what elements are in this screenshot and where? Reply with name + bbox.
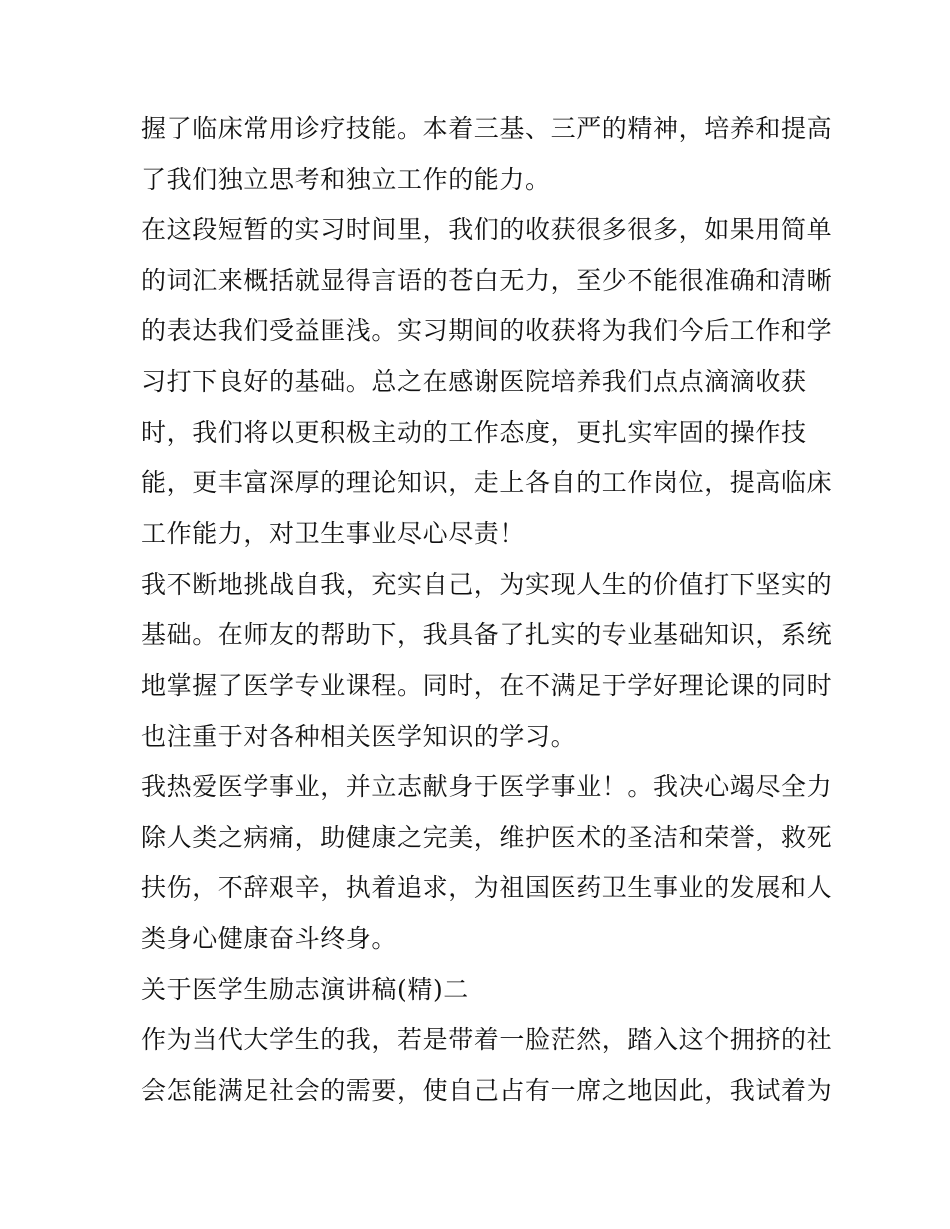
text-line: 的词汇来概括就显得言语的苍白无力，至少不能很准确和清晰 [141, 266, 833, 295]
text-line: 我热爱医学事业，并立志献身于医学事业！。我决心竭尽全力 [141, 772, 833, 801]
text-line: 基础。在师友的帮助下，我具备了扎实的专业基础知识，系统 [141, 620, 833, 649]
text-line: 的表达我们受益匪浅。实习期间的收获将为我们今后工作和学 [141, 316, 833, 345]
text-line: 我不断地挑战自我，充实自己，为实现人生的价值打下坚实的 [141, 570, 833, 599]
text-line: 工作能力，对卫生事业尽心尽责！ [141, 519, 526, 548]
text-line: 扶伤，不辞艰辛，执着追求，为祖国医药卫生事业的发展和人 [141, 873, 833, 902]
text-line: 时，我们将以更积极主动的工作态度，更扎实牢固的操作技 [141, 418, 807, 447]
text-line: 类身心健康奋斗终身。 [141, 924, 398, 953]
text-line: 能，更丰富深厚的理论知识，走上各自的工作岗位，提高临床 [141, 468, 833, 497]
text-line: 了我们独立思考和独立工作的能力。 [141, 165, 551, 194]
text-line: 地掌握了医学专业课程。同时，在不满足于学好理论课的同时 [141, 671, 833, 700]
text-line: 除人类之病痛，助健康之完美，维护医术的圣洁和荣誉，救死 [141, 823, 833, 852]
text-line: 作为当代大学生的我，若是带着一脸茫然，踏入这个拥挤的社 [141, 1025, 833, 1054]
text-line: 握了临床常用诊疗技能。本着三基、三严的精神，培养和提高 [141, 114, 833, 143]
text-line: 在这段短暂的实习时间里，我们的收获很多很多，如果用简单 [141, 215, 833, 244]
text-line: 也注重于对各种相关医学知识的学习。 [141, 722, 577, 751]
section-heading: 关于医学生励志演讲稿(精)二 [141, 975, 469, 1004]
text-line: 会怎能满足社会的需要，使自己占有一席之地因此，我试着为 [141, 1076, 833, 1105]
text-line: 习打下良好的基础。总之在感谢医院培养我们点点滴滴收获 [141, 367, 807, 396]
